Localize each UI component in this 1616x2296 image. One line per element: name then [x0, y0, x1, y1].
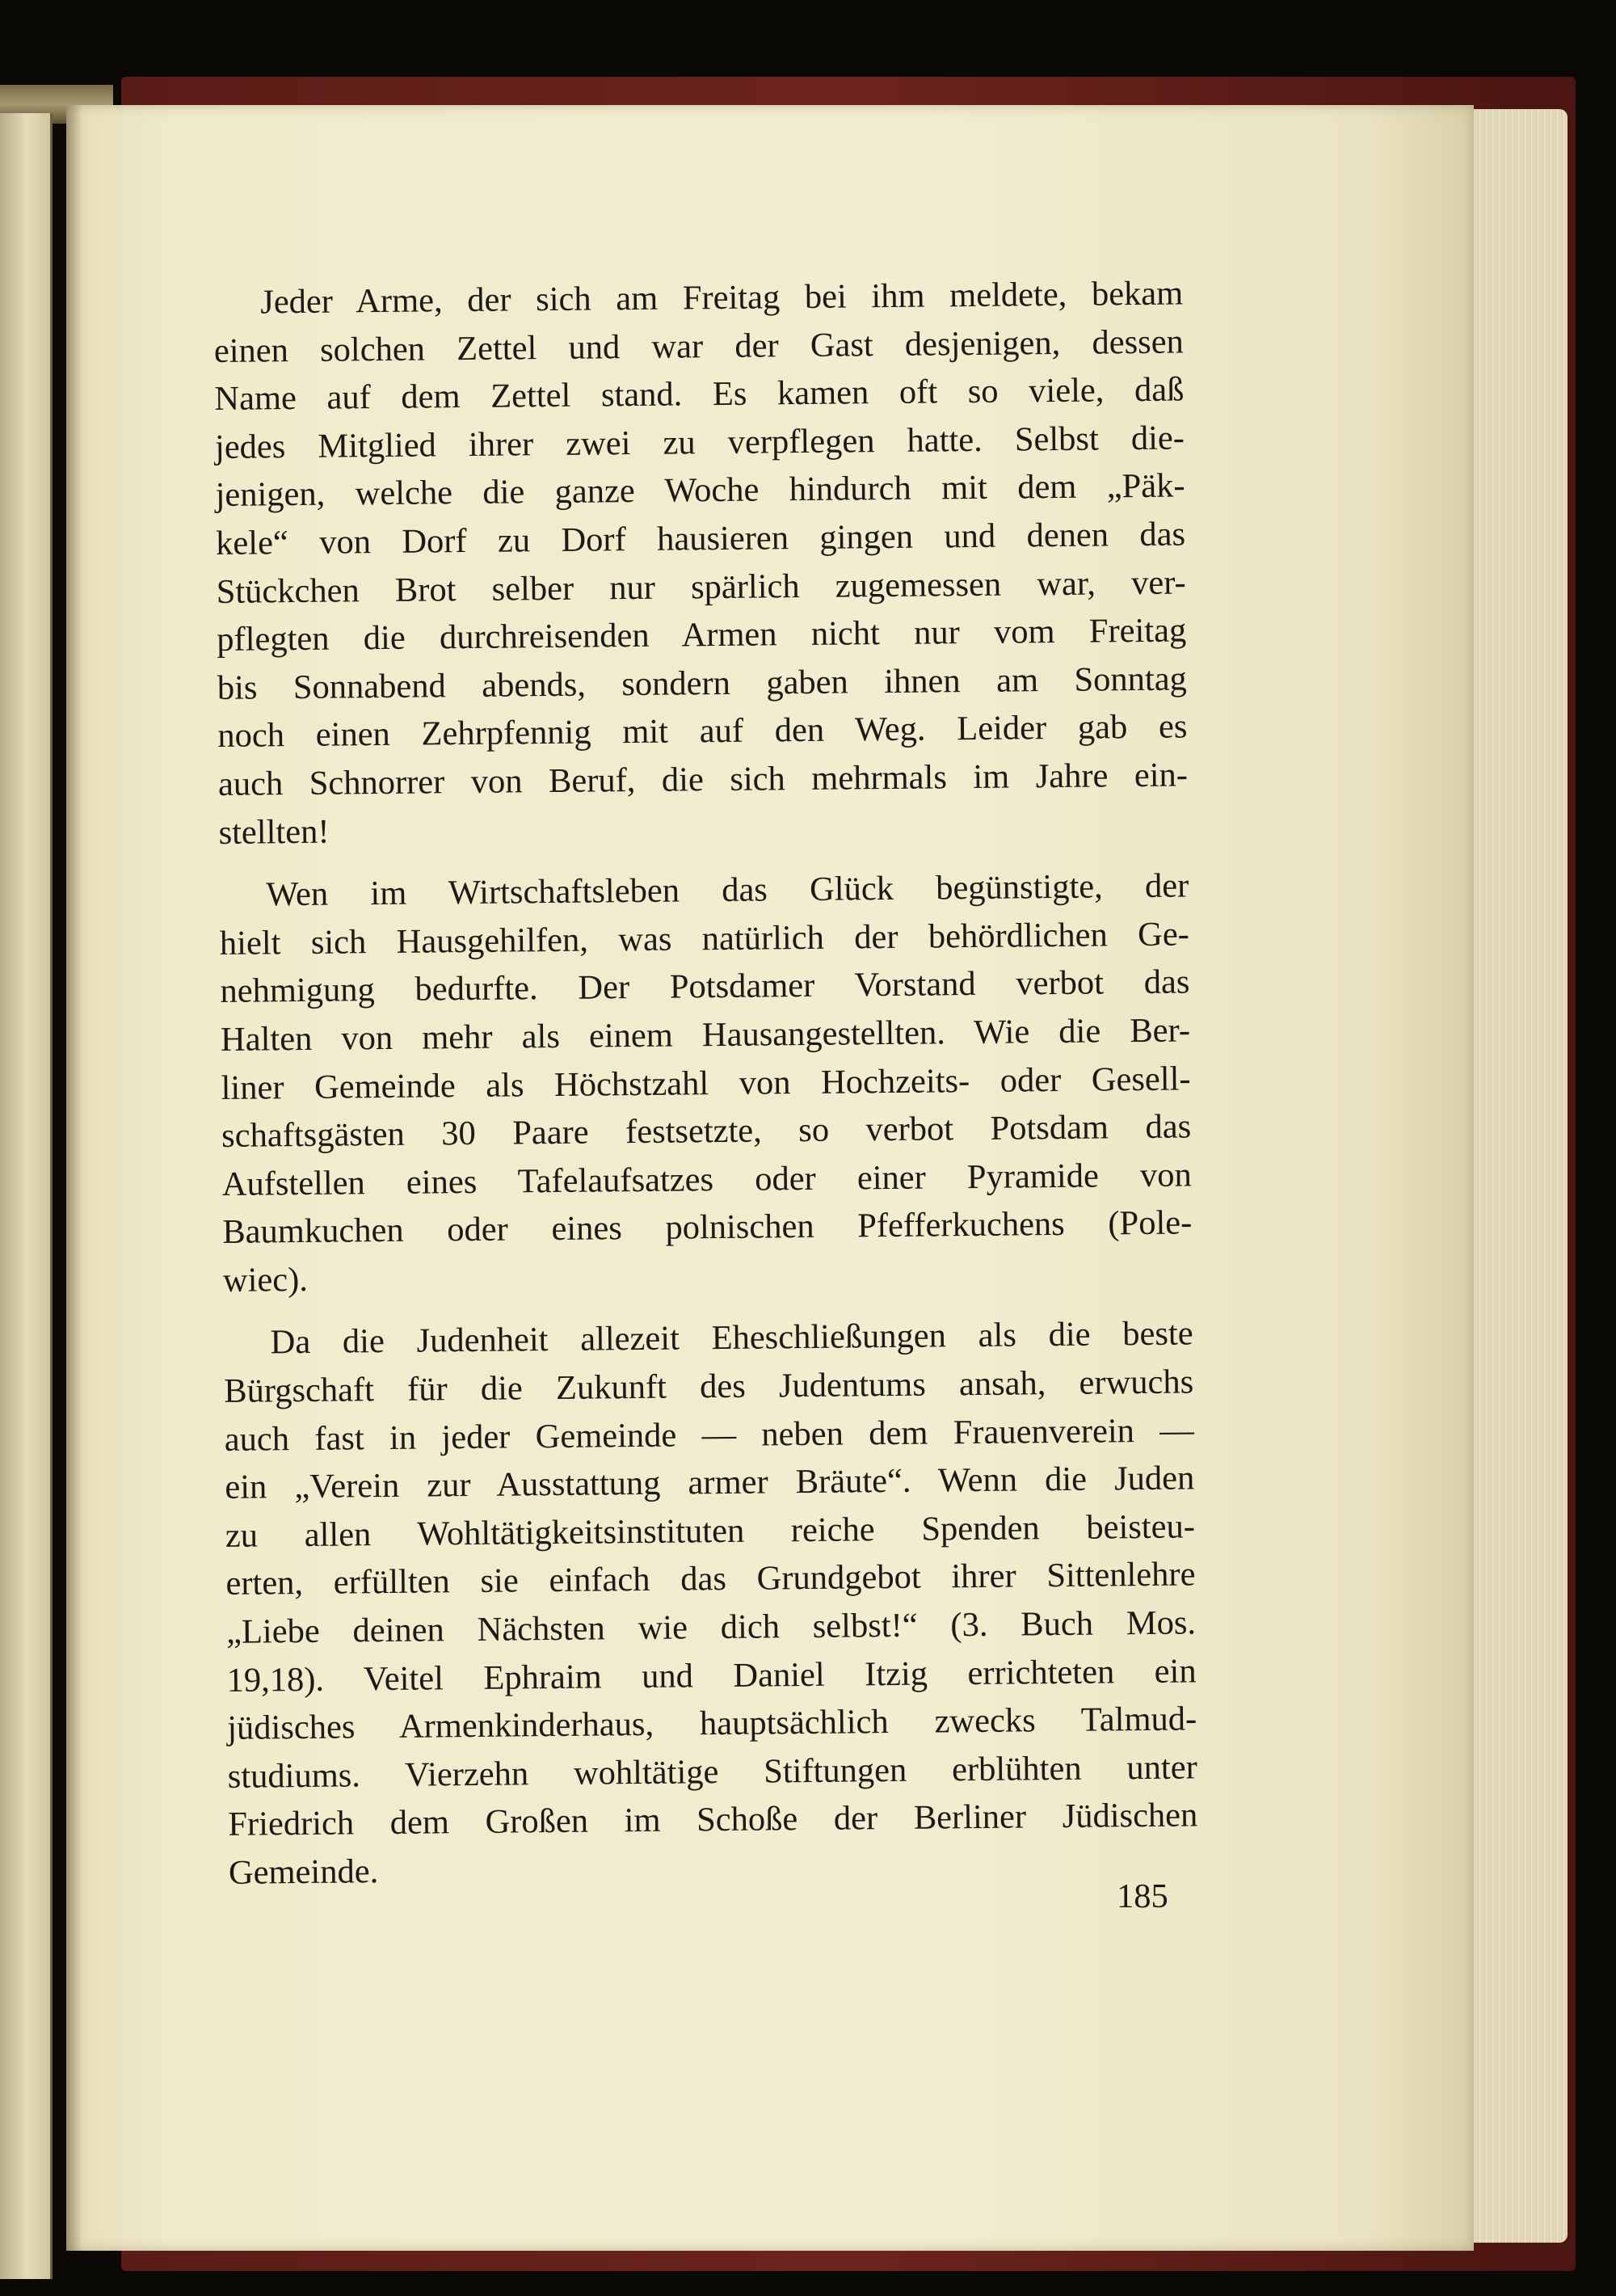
text-line: stellten! [218, 812, 330, 852]
text-line: Da die Judenheit allezeit Eheschließungen als die beste [270, 1314, 1193, 1362]
paragraph-1 [213, 269, 1189, 857]
text-line: erten, erfüllten sie einfach das Grundgebot ihrer Sittenlehre [225, 1555, 1196, 1603]
page-stack-edge [1462, 109, 1568, 2243]
paragraph-2 [219, 862, 1193, 1305]
text-line: studiums. Vierzehn wohltätige Stiftungen erblühten unter [227, 1748, 1197, 1796]
body-text [213, 269, 1198, 1897]
text-line: Stückchen Brot selber nur spärlich zugemessen war, ver- [216, 563, 1186, 611]
left-page-edge [0, 113, 53, 2279]
text-line: wiec). [222, 1260, 309, 1300]
text-line: jenigen, welche die ganze Woche hindurch mit dem „Päk- [215, 466, 1185, 515]
text-line: Friedrich dem Großen im Schoße der Berliner Jüdischen [228, 1796, 1198, 1844]
text-line: Halten von mehr als einem Hausangestellten. Wie die Ber- [220, 1011, 1191, 1059]
text-line: zu allen Wohltätigkeitsinstituten reiche Spenden beisteu- [225, 1507, 1196, 1555]
text-line: kele“ von Dorf zu Dorf hausieren gingen und denen das [215, 515, 1186, 562]
text-line: hielt sich Hausgehilfen, was natürlich der behördlichen Ge- [219, 915, 1190, 963]
text-line: Name auf dem Zettel stand. Es kamen oft so viele, daß [214, 370, 1185, 419]
text-line: schaftsgästen 30 Paare festsetzte, so verbot Potsdam das [221, 1107, 1192, 1156]
text-line: „Liebe deinen Nächsten wie dich selbst!“ (3. Buch Mos. [225, 1603, 1197, 1651]
text-line: jedes Mitglied ihrer zwei zu verpflegen hatte. Selbst die- [214, 419, 1185, 466]
page-number: 185 [1117, 1877, 1168, 1915]
text-line: Bürgschaft für die Zukunft des Judentums ansah, erwuchs [223, 1363, 1194, 1410]
text-line: bis Sonnabend abends, sondern gaben ihnen am Sonntag [217, 659, 1188, 707]
text-line: Jeder Arme, der sich am Freitag bei ihm meldete, bekam [260, 274, 1184, 322]
text-line: Gemeinde. [228, 1852, 379, 1892]
text-line: Baumkuchen oder eines polnischen Pfefferkuchens (Pole- [222, 1203, 1193, 1252]
text-line: nehmigung bedurfte. Der Potsdamer Vorstand verbot das [220, 963, 1190, 1011]
text-line: jüdisches Armenkinderhaus, hauptsächlich zwecks Talmud- [226, 1700, 1197, 1748]
text-line: einen solchen Zettel und war der Gast desjenigen, dessen [213, 322, 1185, 370]
text-line: ein „Verein zur Ausstattung armer Bräute“. Wenn die Juden [225, 1459, 1195, 1507]
text-line: auch Schnorrer von Beruf, die sich mehrmals im Jahre ein- [217, 756, 1189, 803]
text-line: Aufstellen eines Tafelaufsatzes oder einer Pyramide von [221, 1156, 1192, 1203]
text-line: Wen im Wirtschaftsleben das Glück begünstigte, der [266, 866, 1189, 914]
paragraph-3 [223, 1310, 1198, 1898]
text-line: noch einen Zehrpfennig mit auf den Weg. Leider gab es [217, 707, 1188, 756]
gutter-shadow [66, 105, 82, 2251]
text-line: auch fast in jeder Gemeinde — neben dem Frauenverein — [224, 1411, 1194, 1459]
text-line: pflegten die durchreisenden Armen nicht nur vom Freitag [217, 611, 1187, 659]
text-line: 19,18). Veitel Ephraim und Daniel Itzig errichteten ein [226, 1652, 1197, 1700]
text-line: liner Gemeinde als Höchstzahl von Hochzeits- oder Gesell- [221, 1059, 1191, 1107]
